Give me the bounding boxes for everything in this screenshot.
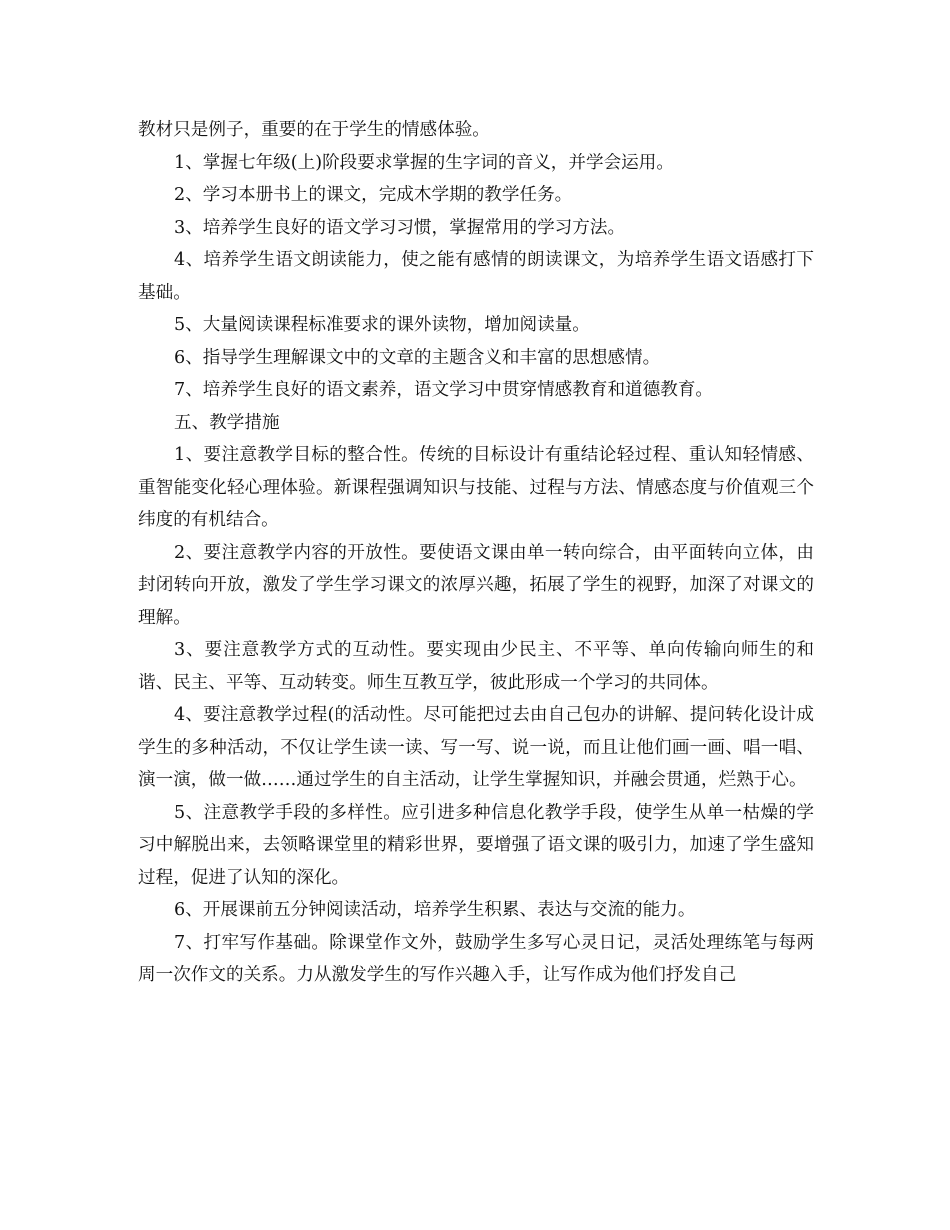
list-item: 3、要注意教学方式的互动性。要实现由少民主、不平等、单向传输向师生的和谐、民主、平等、互动转变。师生互教互学，彼此形成一个学习的共同体。	[138, 640, 814, 693]
list-item: 1、要注意教学目标的整合性。传统的目标设计有重结论轻过程、重认知轻情感、重智能变化轻心理体验。新课程强调知识与技能、过程与方法、情感态度与价值观三个纬度的有机结合。	[138, 445, 814, 530]
list-item: 7、培养学生良好的语文素养，语文学习中贯穿情感教育和道德教育。	[174, 380, 714, 400]
list-item: 6、开展课前五分钟阅读活动，培养学生积累、表达与交流的能力。	[174, 900, 696, 920]
section-heading: 五、教学措施	[174, 412, 280, 433]
document-body	[138, 114, 814, 992]
list-item: 6、指导学生理解课文中的文章的主题含义和丰富的思想感情。	[174, 347, 661, 368]
list-item: 2、学习本册书上的课文，完成木学期的教学任务。	[174, 185, 573, 205]
list-item: 7、打牢写作基础。除课堂作文外，鼓励学生多写心灵日记，灵活处理练笔与每两周一次作文的关系。力从激发学生的写作兴趣入手，让写作成为他们抒发自己	[138, 932, 814, 985]
list-item: 5、大量阅读课程标准要求的课外读物，增加阅读量。	[174, 315, 590, 335]
list-item: 4、培养学生语文朗读能力，使之能有感情的朗读课文，为培养学生语文语感打下基础。	[138, 250, 814, 303]
list-item: 1、掌握七年级(上)阶段要求掌握的生字词的音义，并学会运用。	[174, 152, 674, 173]
list-item: 3、培养学生良好的语文学习习惯，掌握常用的学习方法。	[174, 217, 626, 238]
paragraph: 教材只是例子，重要的在于学生的情感体验。	[138, 120, 490, 140]
list-item: 2、要注意教学内容的开放性。要使语文课由单一转向综合，由平面转向立体，由封闭转向开放，激发了学生学习课文的浓厚兴趣，拓展了学生的视野，加深了对课文的理解。	[138, 542, 814, 628]
list-item: 4、要注意教学过程(的活动性。尽可能把过去由自己包办的讲解、提问转化设计成学生的多种活动，不仅让学生读一读、写一写、说一说，而且让他们画一画、唱一唱、演一演，做一做……通过学生的自主活动，让学生掌握知识，并融会贯通，烂熟于心。	[138, 705, 814, 790]
list-item: 5、注意教学手段的多样性。应引进多种信息化教学手段，使学生从单一枯燥的学习中解脱出来，去领略课堂里的精彩世界，要增强了语文课的吸引力，加速了学生盛知过程，促进了认知的深化。	[138, 802, 814, 888]
